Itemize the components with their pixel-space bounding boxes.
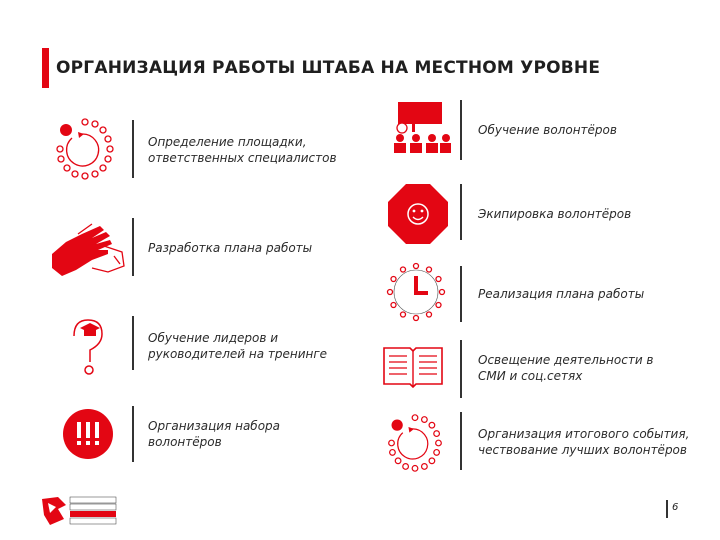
left-item-label: Организация набора волонтёров	[148, 419, 281, 449]
page-number-divider	[666, 500, 668, 518]
divider-line	[460, 100, 462, 160]
right-item-label: Организация итогового события, чествование лучших волонтёров	[478, 427, 690, 457]
left-item-label: Обучение лидеров и руководителей на тренинге	[148, 331, 328, 361]
title-accent-bar	[42, 48, 49, 88]
divider-line	[132, 120, 134, 178]
dotted-cycle-icon	[52, 116, 118, 182]
right-item-label: Обучение волонтёров	[478, 123, 617, 137]
training-class-icon	[388, 100, 452, 156]
right-item-label: Освещение деятельности в СМИ и соц.сетях	[478, 353, 654, 383]
clock-icon	[386, 262, 446, 322]
page-title: ОРГАНИЗАЦИЯ РАБОТЫ ШТАБА НА МЕСТНОМ УРОВНЕ	[56, 58, 601, 78]
right-item-label: Реализация плана работы	[478, 287, 645, 301]
page-number: 6	[672, 502, 679, 513]
divider-line	[460, 340, 462, 398]
left-item-label: Разработка плана работы	[148, 241, 313, 255]
dotted-cycle-icon	[384, 412, 446, 474]
divider-line	[132, 218, 134, 276]
divider-line	[460, 184, 462, 240]
organization-logo	[40, 495, 120, 531]
divider-line	[460, 266, 462, 322]
exclamation-icon	[62, 408, 114, 460]
divider-line	[132, 406, 134, 462]
graduate-question-icon	[68, 312, 108, 378]
divider-line	[132, 316, 134, 370]
right-item-label: Экипировка волонтёров	[478, 207, 632, 221]
handshake-icon	[48, 220, 128, 278]
divider-line	[460, 412, 462, 470]
open-book-icon	[380, 344, 446, 388]
smiley-octagon-icon	[386, 182, 450, 246]
left-item-label: Определение площадки, ответственных специалистов	[148, 135, 337, 165]
